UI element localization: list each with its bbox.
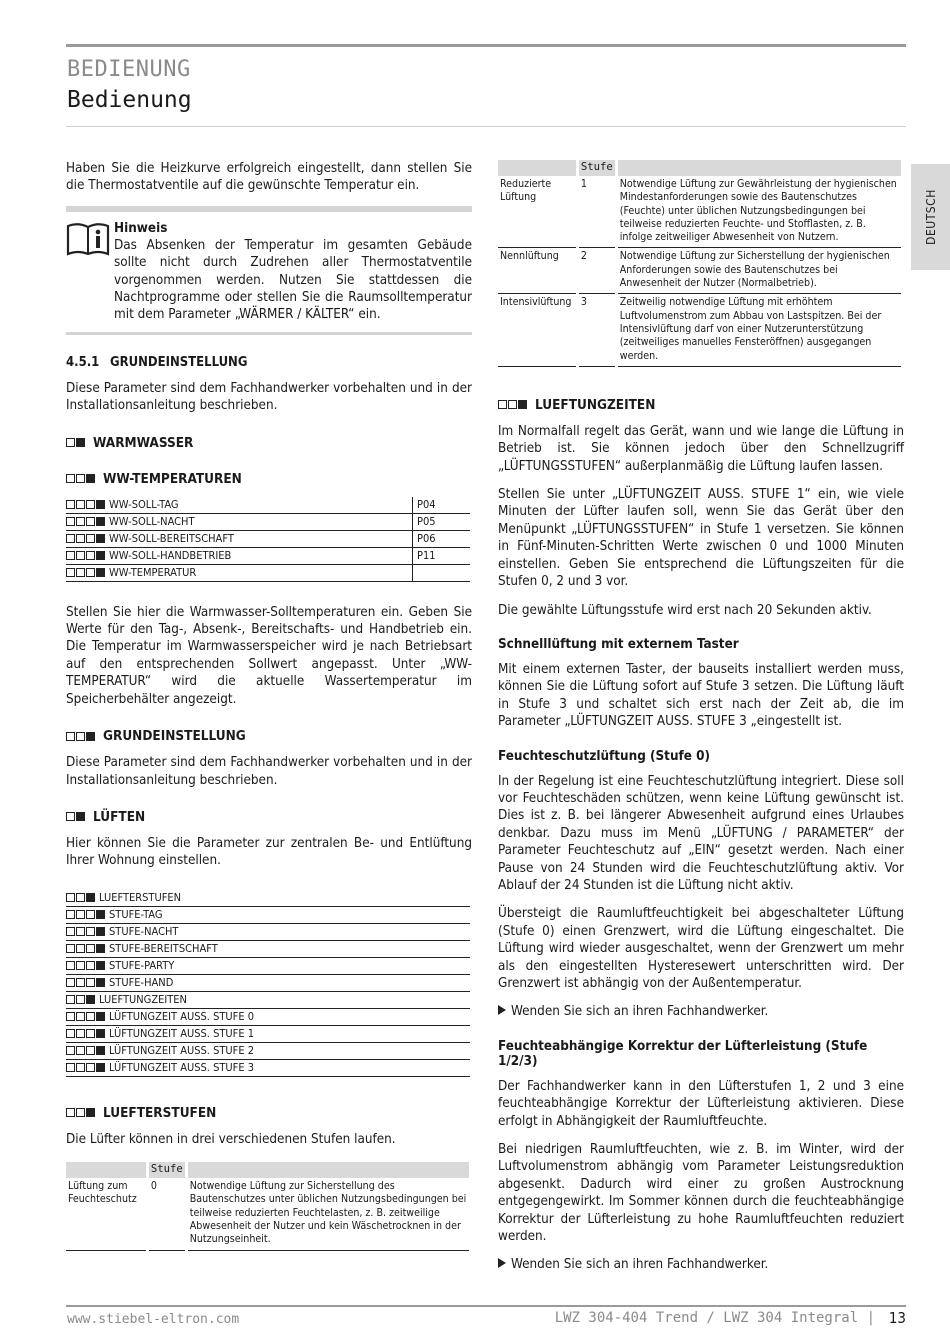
note-text: Das Absenken der Temperatur im gesamten Gebäude sollte nicht durch Zudrehen aller Thermostatventile vorgenommen werden. Nutzen Sie stattdessen die Nachtprogramme oder stellen Sie die Raumsolltemperatur mit dem Parameter „WÄRMER / KÄLTER“ ein. xyxy=(114,237,472,323)
menu-item-label: LÜFTUNGZEIT AUSS. STUFE 1 xyxy=(109,1027,255,1041)
menu-heading-lueften xyxy=(66,809,472,825)
intro-paragraph: Haben Sie die Heizkurve erfolgreich eingestellt, dann stellen Sie die Thermostatventile auf die gewünschte Temperatur ein. xyxy=(66,161,472,194)
menu-level-icon xyxy=(66,438,86,447)
menu-heading-luefterstufen xyxy=(66,1105,472,1121)
table-row xyxy=(66,531,470,548)
list-item xyxy=(66,924,470,941)
menu-item-label: LUEFTERSTUFEN xyxy=(99,891,182,905)
footer-url: www.stiebel-eltron.com xyxy=(67,1312,240,1327)
page-number: 13 xyxy=(888,1309,906,1327)
language-tab xyxy=(911,164,950,270)
menu-level-icon xyxy=(66,551,106,560)
menu-item-label: LÜFTUNGZEIT AUSS. STUFE 0 xyxy=(109,1010,255,1024)
table-cell: 0 xyxy=(149,1178,185,1250)
menu-heading-ww-temperaturen xyxy=(66,471,472,487)
lueftungzeiten-paragraph-2: Stellen Sie unter „LÜFTUNGZEIT AUSS. STUFE 1“ ein, wie viele Minuten der Lüfter laufen soll, wenn Sie das Gerät über den Menüpunkt „LÜFTUNGSSTUFEN“ in Stufe 1 versetzen. Sie können in Fünf-Minuten-Schritten Werte zwischen 0 und 1000 Minuten einstellen. Geben Sie entsprechend die Lüftungszeiten für die Stufen 0, 2 und 3 vor. xyxy=(498,487,904,590)
section-title: GRUNDEINSTELLUNG xyxy=(110,354,248,370)
stufen-table-left xyxy=(63,1162,472,1250)
schnelllueftung-paragraph: Mit einem externen Taster, der bauseits installiert werden muss, können Sie die Lüftung sofort auf Stufe 3 setzen. Die Lüftung läuft in Stufe 3 und schaltet sich erst nach der Zeit ab, die im Parameter „LÜFTUNGZEIT AUSS. STUFE 3 „eingestellt ist. xyxy=(498,661,904,730)
menu-heading-label: WW-TEMPERATUREN xyxy=(103,470,242,487)
table-header-cell xyxy=(498,160,576,176)
table-cell: Reduzierte Lüftung xyxy=(498,176,576,248)
table-header-cell xyxy=(66,1162,146,1178)
table-header-cell xyxy=(188,1162,469,1178)
table-cell: Nennlüftung xyxy=(498,248,576,294)
menu-heading-label: LÜFTEN xyxy=(93,808,146,825)
menu-level-icon xyxy=(66,893,96,902)
lueften-paragraph: Hier können Sie die Parameter zur zentralen Be- und Entlüftung Ihrer Wohnung einstellen. xyxy=(66,835,472,869)
list-item xyxy=(66,958,470,975)
table-cell: 3 xyxy=(579,294,615,366)
menu-heading-label: LUEFTUNGZEITEN xyxy=(535,396,656,413)
parameter-label: WW-SOLL-TAG xyxy=(109,498,179,512)
menu-level-icon xyxy=(498,400,528,409)
table-row xyxy=(66,497,470,514)
table-cell: 1 xyxy=(579,176,615,248)
note-title: Hinweis xyxy=(114,220,168,236)
menu-item-label: LÜFTUNGZEIT AUSS. STUFE 3 xyxy=(109,1061,255,1075)
header-divider xyxy=(66,126,906,127)
header-rule xyxy=(66,44,906,47)
menu-level-icon xyxy=(66,732,96,741)
menu-heading-warmwasser xyxy=(66,435,472,451)
subheading-schnelllueftung: Schnelllüftung mit externem Taster xyxy=(498,636,739,652)
list-item xyxy=(66,890,470,907)
footer-rule xyxy=(66,1305,906,1307)
right-column xyxy=(498,160,904,1285)
parameter-label: WW-SOLL-NACHT xyxy=(109,515,195,529)
menu-heading-grundeinstellung xyxy=(66,728,472,744)
parameter-label: WW-SOLL-HANDBETRIEB xyxy=(109,549,232,563)
parameter-code: P06 xyxy=(412,531,470,547)
lueftungzeiten-paragraph-1: Im Normalfall regelt das Gerät, wann und wie lange die Lüftung in Betrieb ist. Sie können jedoch über den Schnellzugriff „LÜFTUNGSSTUFEN“ außerplanmäßig die Lüftung laufen lassen. xyxy=(498,423,904,474)
table-row xyxy=(66,565,470,582)
list-item xyxy=(66,941,470,958)
luefterstufen-paragraph: Die Lüfter können in drei verschiedenen Stufen laufen. xyxy=(66,1131,396,1147)
feuchteschutz-paragraph-1: In der Regelung ist eine Feuchteschutzlüftung integriert. Diese soll vor Feuchteschäden schützen, wenn keine Lüftung gewünscht ist. Dies ist z. B. bei längerer Abwesenheit aufgrund eines Urlaubes denkbar. Dazu muss im Menü „LÜFTUNG / PARAMETER“ der Parameter Feuchteschutz auf „EIN“ gesetzt werden. Nach einer Pause von 24 Stunden wird die Feuchteschutzlüftung aktiv. Vor Ablauf der 24 Stunden ist die Lüftung nicht aktiv. xyxy=(498,773,904,893)
grundeinstellung-paragraph: Diese Parameter sind dem Fachhandwerker vorbehalten und in der Installationsanleitung beschrieben. xyxy=(66,380,472,414)
table-cell: Notwendige Lüftung zur Sicherstellung der hygienischen Anforderungen sowie des Bautenschutzes bei Anwesenheit der Nutzer (Normalbetrieb). xyxy=(618,248,901,294)
list-item xyxy=(66,907,470,924)
menu-level-icon xyxy=(66,534,106,543)
menu-level-icon xyxy=(66,500,106,509)
menu-item-label: LÜFTUNGZEIT AUSS. STUFE 2 xyxy=(109,1044,255,1058)
table-row xyxy=(498,176,901,248)
menu-level-icon xyxy=(66,517,106,526)
parameter-code: P04 xyxy=(412,497,470,513)
arrow-right-icon xyxy=(498,1258,506,1268)
list-item xyxy=(66,1009,470,1026)
action-bullet-text: Wenden Sie sich an ihren Fachhandwerker. xyxy=(511,1257,769,1273)
parameter-code: P11 xyxy=(412,548,470,564)
list-item xyxy=(66,975,470,992)
menu-heading-label: LUEFTERSTUFEN xyxy=(103,1104,217,1121)
menu-item-label: LUEFTUNGZEITEN xyxy=(99,993,187,1007)
table-row xyxy=(66,1178,469,1250)
table-row xyxy=(66,548,470,565)
table-header-cell: Stufe xyxy=(579,160,615,176)
menu-item-label: STUFE-HAND xyxy=(109,976,174,990)
table-row xyxy=(66,514,470,531)
menu-level-icon xyxy=(66,910,106,919)
korrektur-paragraph-2: Bei niedrigen Raumluftfeuchten, wie z. B. im Winter, wird der Luftvolumenstrom abhängig vom Parameter Leistungsreduktion abgesenkt. Dadurch wird einer zu großen Austrocknung entgegengewirkt. Im Sommer können durch die feuchteabhängige Korrektur der Lüfterleistung zu hohe Raumluftfeuchten reduziert werden. xyxy=(498,1142,904,1245)
table-header-row xyxy=(498,160,901,176)
subheading-korrektur: Feuchteabhängige Korrektur der Lüfterleistung (Stufe 1/2/3) xyxy=(498,1038,868,1069)
menu-heading-lueftungzeiten xyxy=(498,397,904,413)
table-header-row xyxy=(66,1162,469,1178)
action-bullet-text: Wenden Sie sich an ihren Fachhandwerker. xyxy=(511,1004,769,1020)
ww-paragraph: Stellen Sie hier die Warmwasser-Solltemperaturen ein. Geben Sie Werte für den Tag-, Absenk-, Bereitschafts- und Handbetrieb ein. Die Temperatur im Warmwasserspeicher wird je nach Betriebsart auf den entsprechenden Sollwert angepasst. Unter „WW-TEMPERATUR“ wird die aktuelle Wassertemperatur im Speicherbehälter angezeigt. xyxy=(66,604,472,707)
menu-heading-label: GRUNDEINSTELLUNG xyxy=(103,728,246,745)
menu-item-label: STUFE-BEREITSCHAFT xyxy=(109,942,218,956)
list-item xyxy=(66,1060,470,1077)
menu-level-icon xyxy=(66,568,106,577)
parameter-code xyxy=(412,565,470,581)
table-cell: Lüftung zum Feuchteschutz xyxy=(66,1178,146,1250)
menu-level-icon xyxy=(66,927,106,936)
menu-heading-label: WARMWASSER xyxy=(93,434,194,451)
action-bullet xyxy=(498,1256,904,1273)
menu-item-label: STUFE-PARTY xyxy=(109,959,175,973)
table-header-cell: Stufe xyxy=(149,1162,185,1178)
menu-level-icon xyxy=(66,995,96,1004)
chapter-title: BEDIENUNG xyxy=(67,57,191,82)
menu-level-icon xyxy=(66,961,106,970)
korrektur-paragraph-1: Der Fachhandwerker kann in den Lüfterstufen 1, 2 und 3 eine feuchteabhängige Korrektur der Lüfterleistung aktivieren. Diese erfolgt in Abhängigkeit der Raumluftfeuchte. xyxy=(498,1078,904,1129)
table-cell: 2 xyxy=(579,248,615,294)
parameter-code: P05 xyxy=(412,514,470,530)
table-cell: Intensivlüftung xyxy=(498,294,576,366)
section-heading-4-5-1 xyxy=(66,355,472,370)
section-number: 4.5.1 xyxy=(66,354,100,370)
menu-level-icon xyxy=(66,1029,106,1038)
menu-level-icon xyxy=(66,1063,106,1072)
table-row xyxy=(498,248,901,294)
grundeinstellung2-paragraph: Diese Parameter sind dem Fachhandwerker vorbehalten und in der Installationsanleitung beschrieben. xyxy=(66,755,472,788)
subheading-feuchteschutz: Feuchteschutzlüftung (Stufe 0) xyxy=(498,748,711,764)
table-header-cell xyxy=(618,160,901,176)
menu-item-label: STUFE-TAG xyxy=(109,908,163,922)
feuchteschutz-paragraph-2: Übersteigt die Raumluftfeuchtigkeit bei abgeschalteter Lüftung (Stufe 0) einen Grenzwert, wird die Lüftung eingeschaltet. Die Lüftung wird wieder ausgeschaltet, wenn der Grenzwert um mehr als den eingestellten Hysteresewert unterschritten wird. Der Grenzwert ist abhängig von der Außentemperatur. xyxy=(498,906,904,992)
table-cell: Notwendige Lüftung zur Gewährleistung der hygienischen Mindestanforderungen sowie des Bautenschutzes (Feuchte) unter üblichen Nutzungsbedingungen bei teilweise reduzierten Feuchte- und Stofflasten, z. B. infolge zeitweiliger Abwesenheit von Nutzern. xyxy=(618,176,901,248)
list-item xyxy=(66,1026,470,1043)
menu-level-icon xyxy=(66,812,86,821)
menu-level-icon xyxy=(66,1046,106,1055)
action-bullet xyxy=(498,1003,904,1020)
lueften-menu-list xyxy=(66,890,470,1077)
arrow-right-icon xyxy=(498,1005,506,1015)
menu-level-icon xyxy=(66,1108,96,1117)
menu-level-icon xyxy=(66,474,96,483)
list-item xyxy=(66,1043,470,1060)
menu-level-icon xyxy=(66,1012,106,1021)
left-column xyxy=(66,160,472,1251)
language-tab-label: DEUTSCH xyxy=(923,189,938,245)
list-item xyxy=(66,992,470,1009)
info-book-icon xyxy=(66,220,114,324)
parameter-label: WW-TEMPERATUR xyxy=(109,566,197,580)
table-row xyxy=(498,294,901,366)
menu-level-icon xyxy=(66,944,106,953)
table-cell: Notwendige Lüftung zur Sicherstellung des Bautenschutzes unter üblichen Nutzungsbedingungen bei teilweise reduzierten Feuchtelasten, z. B. zeitweilige Abwesenheit der Nutzer und kein Wäschetrocknen in der Nutzungseinheit. xyxy=(188,1178,469,1250)
lueftungzeiten-paragraph-3: Die gewählte Lüftungsstufe wird erst nach 20 Sekunden aktiv. xyxy=(498,602,872,618)
menu-item-label: STUFE-NACHT xyxy=(109,925,179,939)
stufen-table-right xyxy=(495,160,904,367)
footer-model: LWZ 304-404 Trend / LWZ 304 Integral | xyxy=(554,1310,875,1326)
note-box xyxy=(66,206,472,335)
menu-level-icon xyxy=(66,978,106,987)
page-title: Bedienung xyxy=(67,87,192,113)
parameter-label: WW-SOLL-BEREITSCHAFT xyxy=(109,532,234,546)
table-cell: Zeitweilig notwendige Lüftung mit erhöhtem Luftvolumenstrom zum Abbau von Lastspitzen. Bei der Intensivlüftung darf von einer Nutzerunterstützung (zeitweiliges manuelles Fensteröffnen) ausgegangen werden. xyxy=(618,294,901,366)
ww-parameter-table xyxy=(66,497,470,582)
